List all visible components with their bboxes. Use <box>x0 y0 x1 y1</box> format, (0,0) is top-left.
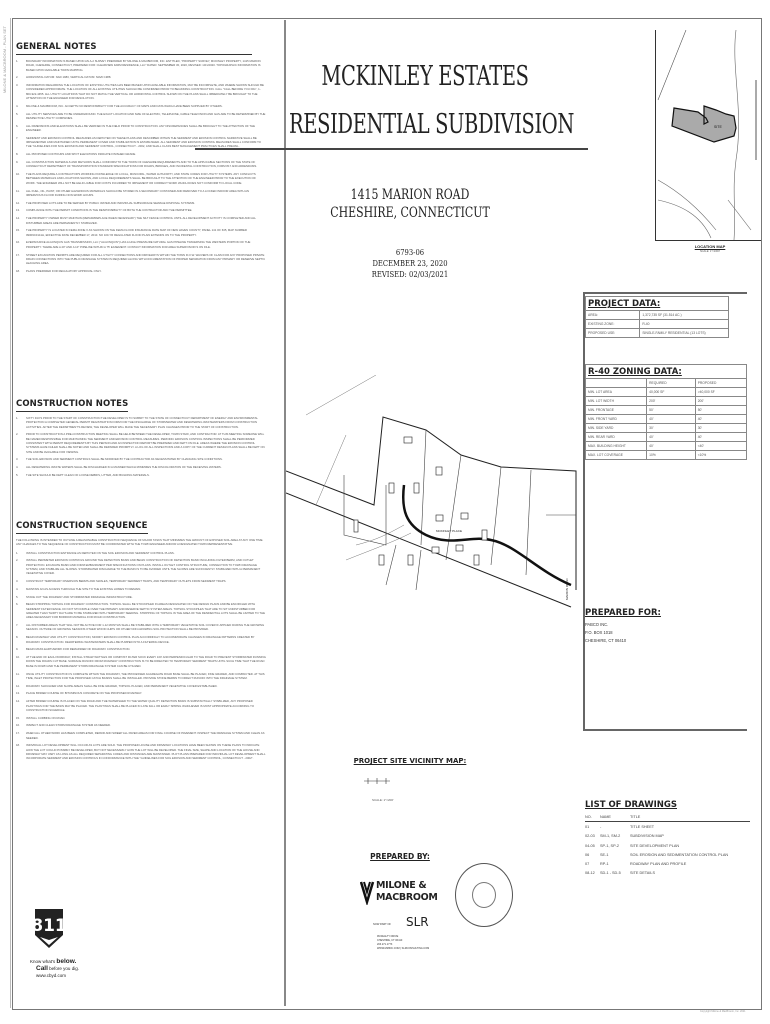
header-cell: REQUIRED <box>647 379 696 388</box>
note-number: 5. <box>16 472 19 477</box>
table-row <box>586 329 729 338</box>
note-item <box>16 655 266 668</box>
cell: SD-1 - SD-5 <box>600 871 621 876</box>
call-811-text <box>30 958 79 979</box>
copyright: Copyright Milone & MacBroom, Inc. 2021 <box>700 1010 746 1013</box>
milone-macbroom-logo-icon <box>360 880 375 905</box>
cell: 40' <box>647 433 696 442</box>
cell: MAX. LOT COVERAGE <box>586 451 647 460</box>
cell: MIN. LOT AREA <box>586 388 647 397</box>
firm-city: CHESHIRE, CT 06410 <box>377 939 403 942</box>
header-cell <box>586 379 647 388</box>
note-number: 16. <box>16 240 20 245</box>
note-number: 1. <box>16 59 19 63</box>
note-number: 9. <box>16 647 19 652</box>
note-text: INFORMATION REGARDING THE LOCATION OF EXISTING UTILITIES HAS BEEN BASED UPON AVAILABLE INFORMATION, MAY BE INCOMPLETE, AND WHERE SHOWN SHOULD BE CONSIDERED APPROXIMATE. THE LOCATION OF ALL EXISTING UTILITIES SHOULD BE CONFIRMED PRIOR TO BEGINNING CONSTRUCTION. CALL "CALL BEFORE YOU DIG", 1-800-922-4455. ALL UTILITY LOCATIONS THAT DO NOT MATCH THE VERTICAL OR HORIZONTAL CONTROL SHOWN ON THE PLANS SHALL IMMEDIATELY BE BROUGHT TO THE ATTENTION OF THE ENGINEER FOR RESOLUTION. <box>26 83 264 101</box>
prepared-for-heading: PREPARED FOR: <box>585 608 661 618</box>
cbyd-url: www.cbyd.com <box>36 973 67 978</box>
table-row <box>586 311 729 320</box>
note-item <box>16 416 266 429</box>
firm-phone: 203.271.1773 <box>377 943 393 946</box>
note-item <box>16 716 266 720</box>
cell: SM-1, SM-2 <box>600 834 621 839</box>
header-cell: PROPOSED <box>695 379 746 388</box>
note-number: 3. <box>16 457 19 462</box>
note-item <box>16 699 266 712</box>
note-text: SEDIMENT AND EROSION CONTROL MEASURES AS DEPICTED ON THESE PLANS AND DESCRIBED WITHIN THE SEDIMENT AND EROSION CONTROL NARRATIVE SHALL BE IMPLEMENTED AND MAINTAINED UNTIL PERMANENT COVER AND STABILIZATION IS ESTABLISHED. ALL SEDIMENT AND EROSION CONTROL MEASURES SHALL CONFORM TO THE "GUIDELINES FOR SOIL EROSION AND SEDIMENT CONTROL, CONNECTICUT - 2002, AND SHALL CLASS BEST MANAGEMENT PRACTICES SHALL PREVAIL. <box>26 135 261 149</box>
drawings-header-row <box>585 812 750 822</box>
note-text: THE PROPERTY OWNER MUST MAINTAIN (REPAIR/REPLACE WHEN NECESSARY) THE SILT FENCE CONTROL UNTIL ALL DEVELOPMENT ACTIVITY IS COMPLETED AND ALL DISTURBED AREAS ARE PERMANENTLY STABILIZED. <box>26 216 256 225</box>
note-text: BOUNDARY INFORMATION IS BASED UPON AN A-2 SURVEY PREPARED BY MILONE & MACBROOM, INC. ENTITLED, "PROPERTY SURVEY, MCKINLEY PROPERTY, 1415 MARION ROAD, CHESHIRE, CONNECTICUT, PREPARED FOR: CLEARVIEW FARM RESIDENCE, LLC" DATED: SEPTEMBER 30, 2020, REVISED: 10/1/2020. TOPOGRAPHIC INFORMATION IS BASED UPON AVAILABLE TOWN MAPPING. <box>26 59 261 72</box>
prepared-by-heading: PREPARED BY: <box>370 852 430 861</box>
cell: SINGLE-FAMILY RESIDENTIAL (13 LOTS) <box>640 329 729 338</box>
project-data-table <box>585 310 729 338</box>
note-number: 13. <box>16 691 20 696</box>
note-text: ALL UTILITY SERVICES ARE TO BE UNDERGROUND. THE EXACT LOCATION AND SIZE OF ELECTRIC, TELEPHONE, CABLE TELEVISION AND GAS ARE TO BE DETERMINED BY THE RESPECTIVE UTILITY COMPANIES. <box>26 111 266 120</box>
address-city: CHESHIRE, CONNECTICUT <box>330 205 490 221</box>
note-text: BEGIN MASS EARTHWORK FOR REMAINDER OF ROADWAY CONSTRUCTION. <box>26 647 131 652</box>
note-number: 13. <box>16 208 20 213</box>
note-text: AT THE END OF EACH WORKDAY, INSTALL STRAW WATTLES OR COMPOST FILTER SOCK EVERY 100' AND PERPENDICULAR TO THE ROAD TO PREVENT STORMWATER RUNNING DOWN THE ROADS CUT BASE. SURFACE RUNOFF FROM ROADWAY CONSTRUCTION IS TO BE DIRECTED TO TEMPORARY SEDIMENT TRAPS UNTIL SUCH TIME THAT THE ROAD BASE IS DOWN AND THE PERMANENT STORM DRAINAGE SYSTEM CAN BE UTILIZED. <box>26 655 266 668</box>
cell: RP-1 <box>600 862 609 867</box>
note-text: SIXTY DAYS PRIOR TO THE START OF CONSTRUCTION THE DEVELOPER IS TO SUBMIT TO THE STATE OF CONNECTICUT DEPARTMENT OF ENERGY AND ENVIRONMENTAL PROTECTION A COMPLETED GENERAL PERMIT REGISTRATION FORM FOR THE DISCHARGE OF STORMWATER AND DEWATERING WASTEWATERS FROM CONSTRUCTION ACTIVITIES. AFTER THE DEPARTMENT'S REVIEW, THE DEVELOPER WILL MAKE THE NECESSARY PLAN CHANGES PRIOR TO THE START OF CONSTRUCTION. <box>26 416 258 429</box>
note-number: 12. <box>16 683 20 688</box>
col-title: TITLE <box>630 814 641 819</box>
note-item <box>16 253 266 266</box>
note-number: 6. <box>16 123 19 128</box>
issue-date: DECEMBER 23, 2020 <box>372 259 448 268</box>
note-text: THE PROPOSED LOTS ARE TO BE SERVED BY PUBLIC WATER AND INDIVIDUAL SUBSURFACE SEWAGE DISPOSAL SYSTEMS. <box>26 200 196 205</box>
note-number: 15. <box>16 715 20 720</box>
note-number: 10. <box>16 172 20 177</box>
note-number: 2. <box>16 558 19 563</box>
prepared-for <box>585 608 735 646</box>
drawing-row <box>585 822 750 831</box>
table-row <box>586 415 747 424</box>
note-text: THE PROPERTY IS LOCATED IN FEMA ZONE X AS SHOWN ON THE FEMA FLOOD INSURANCE RATE MAP OF NEW HAVEN COUNTY, PANEL 141 OF 635, MAP NUMBER 09009C0141H, EFFECTIVE DATE DECEMBER 17, 2010. NO 100-YR REGULATED FLOOD PLAIN EXTENDS ON TO THE PROPERTY. <box>26 228 247 237</box>
note-text: ALL DISTURBED AREAS THAT WILL NOT BE ACTIVE FOR 1-12 MONTHS SHALL BE STABILIZED WITH A TEMPORARY VEGETATIVE SOIL COVER IF APPLIED DURING THE GROWING SEASON. OUTSIDE OF GROWING SEASONS OTHER WOOD CHIPS OR OTHER NON-GROWING SOIL PROTECTION SHALL BE PROVIDED. <box>26 623 265 632</box>
note-text: INSPECT AND CLEAN STORM DRAINAGE SYSTEM AS NEEDED. <box>26 723 111 728</box>
site-vicinity-plan <box>286 375 583 760</box>
note-number: 3. <box>16 83 19 88</box>
note-text: HORIZONTAL DATUM: NAD 1983, VERTICAL DATUM: NAVD 1988. <box>26 75 112 80</box>
construction-notes-heading: CONSTRUCTION NOTES <box>16 399 128 412</box>
note-text: MILONE & MACBROOM, INC. ACCEPTS NO RESPONSIBILITY FOR THE ACCURACY OF MAPS AND DATA WHICH HAVE BEEN SUPPLIED BY OTHERS. <box>26 103 223 108</box>
cell: 06 <box>585 852 590 857</box>
cell: MAX. BUILDING HEIGHT <box>586 442 647 451</box>
note-text: PLANS PREPARED FOR REGULATORY APPROVAL ONLY. <box>26 268 102 273</box>
cell: 40' <box>695 433 746 442</box>
project-address <box>316 186 503 222</box>
note-number: 4. <box>16 465 19 470</box>
note-number: 4. <box>16 103 19 108</box>
note-item <box>16 457 266 461</box>
note-text: STREET EXCAVATION PERMITS ARE REQUIRED FOR ALL UTILITY CONNECTIONS AND DRIVEWAYS WITHIN THE TOWN R.O.W. WAIVERS OF CLAIM FOR ANY PROPOSED PRIVATE DRAIN CONNECTIONS INTO THE PUBLIC DRAINAGE SYSTEM IS REQUIRED ALONG WITH DOCUMENTATION OF PROPER SEPARATION FROM ANY PRIMARY OR RESERVE SEPTIC LEACHING AREA. <box>26 252 266 266</box>
note-text: INSTALL CURBING ON ROAD. <box>26 715 66 720</box>
note-item <box>16 743 266 760</box>
note-text: PLACE BINDER COURSE OF BITUMINOUS CONCRETE ON THE PROPOSED ROADWAY. <box>26 691 142 696</box>
table-row <box>586 424 747 433</box>
project-title-line2: RESIDENTIAL SUBDIVISION <box>289 109 575 140</box>
cell: 50' <box>695 406 746 415</box>
note-number: 3. <box>16 579 19 584</box>
table-row <box>586 406 747 415</box>
note-item <box>16 623 266 632</box>
note-number: 5. <box>16 111 19 116</box>
note-item <box>16 228 266 237</box>
note-item <box>16 473 266 477</box>
note-item <box>16 635 266 644</box>
note-item <box>16 124 266 133</box>
zoning-data-table <box>585 378 747 460</box>
table-row <box>586 397 747 406</box>
note-item <box>16 269 266 273</box>
revised-date: REVISED: 02/03/2021 <box>371 270 449 279</box>
note-text: ALL FUEL, OIL, PAINT, OR OTHER HAZARDOUS MATERIALS SHOULD BE STORED IN A SECONDARY CONTAINER AND REMOVED TO A LOCKED INDOOR AREA WITH AN IMPERVIOUS FLOOR DURING NON-WORK HOURS. <box>26 188 249 197</box>
cell: 50' <box>647 406 696 415</box>
note-number: 11. <box>16 671 20 676</box>
note-item <box>16 551 266 555</box>
note-text: ROADWAY SHOULDER AND SLOPE AREAS SHALL BE FINE GRADED, TOPSOIL PLACED, AND PERMANENT VEGETATIVE COVER ESTABLISHED. <box>26 683 218 688</box>
note-item <box>16 112 266 121</box>
firm-street: 99 REALTY DRIVE <box>377 935 399 938</box>
note-item <box>16 602 266 619</box>
location-map-label: LOCATION MAP <box>694 244 726 249</box>
vicinity-scale: SCALE: 1"=200' <box>372 798 394 802</box>
table-row <box>586 451 747 460</box>
below: below. <box>56 958 77 965</box>
firm-name-line1: MILONE & <box>376 880 427 891</box>
firm-web: WWW.MMINC.COM | SLRCONSULTING.COM <box>377 947 430 950</box>
before-you-dig: before you dig. <box>47 966 79 971</box>
note-item <box>16 160 266 169</box>
note-number: 4. <box>16 586 19 591</box>
cell: 40' <box>647 442 696 451</box>
construction-notes <box>16 393 266 481</box>
cell: <10% <box>695 451 746 460</box>
note-item <box>16 691 266 695</box>
client-po-box: P.O. BOX 1018 <box>585 631 613 636</box>
note-text: INSTALL CONSTRUCTION ENTRANCE AS DEPICTED ON THE SOIL EROSION AND SEDIMENT CONTROL PLANS. <box>26 550 175 555</box>
note-item <box>16 208 266 212</box>
cell: R-40 <box>640 320 729 329</box>
table-row <box>586 388 747 397</box>
title-rule <box>195 148 588 150</box>
note-number: 1. <box>16 416 19 420</box>
cell: 40' <box>695 415 746 424</box>
cell: SITE DEVELOPMENT PLAN <box>630 843 680 848</box>
note-text: MAINTAIN AN AS ACCESS THROUGH THE SITE TO THE EXISTING HOMES TO REMAIN. <box>26 586 142 591</box>
cell: 10% <box>647 451 696 460</box>
drawing-row <box>585 832 750 841</box>
note-number: 7. <box>16 623 19 628</box>
cell: SUBDIVISION MAP <box>630 834 664 839</box>
cell: SITE DETAILS <box>630 871 656 876</box>
note-text: COMPLIANCE WITH THE PERMIT CONDITIONS IS THE RESPONSIBILITY OF BOTH THE CONTRACTOR AND THE PERMITTEE. <box>26 208 193 213</box>
cell: 07 <box>585 862 590 867</box>
construction-sequence-list <box>16 551 266 761</box>
project-data-heading: PROJECT DATA: <box>588 299 661 309</box>
note-number: 2. <box>16 75 19 80</box>
note-number: 2. <box>16 432 19 437</box>
note-item <box>16 152 266 156</box>
cell: MIN. SIDE YARD <box>586 424 647 433</box>
note-item <box>16 672 266 681</box>
zoning-data-heading: R-40 ZONING DATA: <box>588 367 682 377</box>
general-notes-list <box>16 59 266 273</box>
cell: ROADWAY PLAN AND PROFILE <box>630 862 687 867</box>
note-text: BEGIN ROADWAY AND UTILITY CONSTRUCTION, MODIFY EROSION CONTROL PLAN ACCORDINGLY TO ACCOMMODATE CHANGES IN DRAINAGE PATTERNS CREATED BY ROADWAY CONSTRUCTION. DEWATERING WASTEWATERS SHALL BE PUMPED INTO A FILTERING DEVICE. <box>26 635 255 644</box>
cell: 1,372,735 SF (31.514 AC.) <box>640 311 729 320</box>
note-number: 8. <box>16 635 19 640</box>
note-number: 12. <box>16 200 20 205</box>
firm-address <box>377 935 429 951</box>
cell: 30' <box>647 424 696 433</box>
job-info <box>342 247 478 280</box>
call-811-logo-icon <box>31 907 67 950</box>
note-number: 1. <box>16 550 19 555</box>
cell: MIN. FRONTAGE <box>586 406 647 415</box>
construction-notes-list <box>16 416 266 477</box>
note-number: 9. <box>16 160 19 165</box>
binder-strip <box>0 18 11 1008</box>
cell: EXISTING ZONE: <box>586 320 640 329</box>
cell: PROPOSED USE: <box>586 329 640 338</box>
cell: - <box>600 824 602 829</box>
cell: 40,000 SF <box>647 388 696 397</box>
note-number: 15. <box>16 228 20 233</box>
note-text: ALL DEWATERING WASTE WATERS SHALL BE DISCHARGED IN A MANNER WHICH MINIMIZES THE DISCOLORATION OF THE RECEIVING WATERS. <box>26 465 222 470</box>
note-text: ALL PROPOSED CONTOURS AND SPOT ELEVATIONS INDICATE FINISHED GRADE. <box>26 152 136 157</box>
note-item <box>16 136 266 149</box>
note-text: ALL CONSTRUCTION MATERIALS AND METHODS SHALL CONFORM TO THE TOWN OF CHESHIRE REQUIREMENTS AND TO THE APPLICABLE SECTIONS OF THE STATE OF CONNECTICUT DEPARTMENT OF TRANSPORTATION STANDARD SPECIFICATIONS FOR ROADS, BRIDGES, AND INCIDENTAL CONSTRUCTION, FORM 817 AND ADDENDUMS. <box>26 160 258 169</box>
slr-logo: SLR <box>406 915 429 929</box>
note-text: THE PLANS REQUIRE A CONTRACTOR'S WORKING KNOWLEDGE OF LOCAL, MUNICIPAL, WATER AUTHORITY, AND STATE CODES FOR UTILITY SYSTEMS. ANY CONFLICTS BETWEEN MATERIALS AND LOCATIONS SHOWN, AND LOCAL REQUIREMENTS SHALL BE BROUGHT TO THE ATTENTION OF THE ENGINEER PRIOR TO THE EXECUTION OF WORK. THE ENGINEER WILL NOT BE HELD LIABLE FOR COSTS INCURRED TO IMPLEMENT OR CORRECT WORK WHICH DOES NOT CONFORM TO LOCAL CODE. <box>26 172 257 185</box>
drawing-row <box>585 850 750 859</box>
cell: MIN. LOT WIDTH <box>586 397 647 406</box>
note-item <box>16 104 266 108</box>
construction-sequence-intro: THE FOLLOWING IS INTENDED TO OUTLINE A REASONABLE CONSTRUCTION SEQUENCE OF MAJOR TASKS THAT MINIMIZES THE AMOUNT OF EXPOSED SOIL AREA AT ANY ONE TIME. ANY CHANGES TO THE SEQUENCE OF CONSTRUCTION MUST BE COORDINATED WITH THE TOWN ENGINEER AND/OR A DESIGNATED TOWN REPRESENTATIVE. <box>16 538 264 547</box>
note-item <box>16 465 266 469</box>
note-item <box>16 59 266 72</box>
note-item <box>16 216 266 225</box>
engineer-seal-icon <box>455 863 513 927</box>
construction-sequence <box>16 515 266 764</box>
cell: TITLE SHEET <box>630 824 655 829</box>
list-of-drawings <box>585 800 750 878</box>
drawing-row <box>585 869 750 878</box>
north-arrow-icon <box>360 775 400 810</box>
plan-frame <box>583 292 747 731</box>
note-item <box>16 558 266 575</box>
note-item <box>16 432 266 453</box>
note-number: 18. <box>16 743 20 748</box>
note-text: ALL DIMENSIONS AND ELEVATIONS SHALL BE VERIFIED IN THE FIELD PRIOR TO CONSTRUCTION. ANY DISCREPANCIES SHALL BE BROUGHT TO THE ATTENTION OF THE ENGINEER. <box>26 123 256 133</box>
note-number: 16. <box>16 723 20 728</box>
note-item <box>16 240 266 249</box>
cell: AREA: <box>586 311 640 320</box>
note-number: 17. <box>16 252 20 257</box>
cell: 200' <box>695 397 746 406</box>
note-item <box>16 595 266 599</box>
note-number: 14. <box>16 216 20 221</box>
note-text: WHEN ALL OTHER WORK HAS BEEN COMPLETED, REPAIR AND SWEEP ALL PAVED AREAS FOR FINAL COURSE OF PAVEMENT. INSPECT THE DRAINAGE SYSTEM AND CLEAN AS NEEDED. <box>26 731 265 740</box>
site-label: SITE <box>714 125 722 129</box>
firm-name <box>376 880 438 904</box>
cell: >40,000 SF <box>695 388 746 397</box>
note-text: THE SOIL EROSION AND SEDIMENT CONTROLS SHALL BE MODIFIED BY THE CONTRACTOR AS NECESSITATED BY CHANGING SITE CONDITIONS. <box>26 457 223 462</box>
note-number: 11. <box>16 188 20 193</box>
cell: MIN. FRONT YARD <box>586 415 647 424</box>
table-row <box>586 442 747 451</box>
note-item <box>16 684 266 688</box>
cell: 40' <box>647 415 696 424</box>
job-number: 6793-06 <box>395 248 425 257</box>
note-text: CONSTRUCT TEMPORARY DIVERSION BERMS AND SWALES, TEMPORARY SEDIMENT TRAPS, AND TEMPORARY OUTLETS FROM SEDIMENT TRAPS. <box>26 579 227 584</box>
firm-name-line2: MACBROOM <box>376 892 438 903</box>
note-item <box>16 587 266 591</box>
cell: 200' <box>647 397 696 406</box>
note-text: INSTALL PERIMETER EROSION CONTROLS AROUND THE DETENTION BASIN AND BEGIN CONSTRUCTION OF DETENTION BASIN INCLUDING FILTER BERM, AND OUTLET PROTECTION. EXCAVATE BASIN AND FORM EMBANKMENT PER SPECIFICATIONS ON PLANS. INSTALL OUTLET CONTROL STRUCTURE, CONNECTION TO TOWN DRAINAGE SYSTEM, AND STABILIZE ALL SLOPES. STORMWATER DISCHARGE TO THE BASIN IS TO BE AVOIDED UNTIL THE SLOPES ARE SUFFICIENTLY STABILIZED WITH A PERMANENT VEGETATIVE COVER. <box>26 558 261 576</box>
note-item <box>16 647 266 651</box>
address-street: 1415 MARION ROAD <box>350 187 470 203</box>
drawing-row <box>585 841 750 850</box>
now-part-of: NOW PART OF <box>373 923 392 926</box>
cell: SP-1, SP-2 <box>600 843 619 848</box>
know-whats: Know what's <box>30 959 57 964</box>
table-row <box>586 320 729 329</box>
note-number: 10. <box>16 655 20 660</box>
note-item <box>16 579 266 583</box>
drawing-row <box>585 859 750 868</box>
marion-road-label: MARION ROAD <box>565 578 569 600</box>
general-notes <box>16 36 266 277</box>
note-item <box>16 75 266 79</box>
note-item <box>16 723 266 727</box>
client-city: CHESHIRE, CT 06410 <box>585 639 627 644</box>
note-number: 8. <box>16 152 19 157</box>
note-text: EVERSOURCE ALGONQUIN GAS TRANSMISSION, LLC ("ALGONQUIN") HAS A HIGH PRESSURE NATURAL GAS PIPELINE TRAVERSING THE WESTERN PORTION OF THE PROPERTY. THERE ARE A 20" AND A 10" PIPELINE WITHIN A 75' EASEMENT. CONTACT INFORMATION FOR AREA SUPERVISOR IS ON FILE. <box>26 240 251 249</box>
note-text: ONCE UTILITY CONSTRUCTION IS COMPLETE WITHIN THE ROADWAY, THE PROCESSED AGGREGATE ROAD BASE SHALL BE PLACED, FINE GRADED, AND COMPACTED. AT THIS TIME, INLET PROTECTION FOR THE PROPOSED CATCH BASINS SHALL BE INSTALLED. PROVIDE STONE BERMS TO DIRECT RUNOFF INTO THE DRAINAGE SYSTEM. <box>26 671 265 680</box>
note-item <box>16 201 266 205</box>
col-no: NO. <box>585 814 592 819</box>
note-number: 6. <box>16 602 19 607</box>
cell: MIN. REAR YARD <box>586 433 647 442</box>
table-header-row <box>586 379 747 388</box>
note-number: 5. <box>16 594 19 599</box>
binder-strip-text: MILONE & MACBROOM - PLAN SET <box>2 26 7 94</box>
cell: SOIL EROSION AND SEDIMENTATION CONTROL PLAN <box>630 852 729 857</box>
project-title-line1: MCKINLEY ESTATES <box>321 61 529 92</box>
cell: <40' <box>695 442 746 451</box>
construction-sequence-heading: CONSTRUCTION SEQUENCE <box>16 521 148 534</box>
zoning-data <box>585 364 747 460</box>
call: Call <box>36 965 48 972</box>
cell: 30' <box>695 424 746 433</box>
note-text: THE SITE SHOULD BE KEPT CLEAN OF LOOSE DEBRIS, LITTER, AND BUILDING MATERIALS. <box>26 472 150 477</box>
cell: 08-12 <box>585 871 595 876</box>
note-item <box>16 731 266 740</box>
location-map-scale: SCALE: 1"=1000' <box>699 250 721 253</box>
note-item <box>16 189 266 198</box>
cell: 01 <box>585 824 590 829</box>
note-number: 14. <box>16 699 20 704</box>
svg-text:811: 811 <box>31 916 67 936</box>
note-text: STAKE OUT THE ROADWAY AND STORMWATER DRAINAGE INFRASTRUCTURE. <box>26 594 133 599</box>
note-number: 7. <box>16 135 19 140</box>
note-number: 18. <box>16 268 20 273</box>
location-map <box>655 30 761 241</box>
note-number: 17. <box>16 731 20 736</box>
vicinity-map-label: PROJECT SITE VICINITY MAP: <box>353 757 467 765</box>
note-text: PRIOR TO CONSTRUCTION A PRE-CONSTRUCTION MEETING SHALL BE HELD BETWEEN THE DEVELOPER, TOWN STAFF, AND CONTRACTOR. AT THIS MEETING SOMEONE WILL BE NAMED RESPONSIBLE FOR MAINTAINING THE SEDIMENT AND EROSION CONTROL MEASURES. PERIODIC EROSION CONTROL INSPECTIONS SHALL BE PERFORMED CONSISTENT WITH PERMIT REQUIREMENTS BY THIS PERSON AND AN INSPECTION REPORT BE PREPARED AND KEPT ON FILE. AREAS WHERE THE EROSION CONTROL SYSTEMS HAVE FAILED SHALL BE NOTED AND SHALL BE REPAIRED PROMPTLY. A LOG OF ALL INSPECTIONS AND A COPY OF THE CURRENT DESIGN PLANS SHALL BE KEPT ON SITE AND BE AVAILABLE FOR VIEWING. <box>26 432 265 454</box>
cell: SE-1 <box>600 852 609 857</box>
list-of-drawings-heading: LIST OF DRAWINGS <box>585 800 677 810</box>
note-text: BEGIN STRIPPING TOPSOIL FOR ROADWAY CONSTRUCTION. TOPSOIL SHALL BE STOCKPILED IN AREAS DESIGNATED ON THE DESIGN PLANS AND BE ENCIRCLED WITH SEDIMENT FILTER FENCE. DO NOT STOCKPILE OVER THE PRIMARY AND RESERVE SEPTIC SYSTEM AREAS. TOPSOIL STOCKPILES THAT ARE TO SIT UNDISTURBED FOR GREATER THAN THIRTY DAYS ARE TO BE STABILIZED WITH TEMPORARY SEEDING. STRIPPING OF TOPSOIL IN THE AREA OF THE RESIDENTIAL LOTS SHALL BE LIMITED TO THE AREA NECESSARY FOR BORROW MATERIAL FOR ROAD CONSTRUCTION. <box>26 602 265 620</box>
project-data <box>585 296 729 338</box>
note-text: AFTER BINDER COURSE IS PLACED ON THE ROAD AND THE WATERSHED TO THE WATER QUALITY DETENTION BASIN IS SUBSTANTIALLY STABILIZED, ANY PROPOSED PLANTINGS FOR THE BASIN MAY BE PLACED. THE PLANTINGS SHALL BE PLACED IN LATE FALL OR EARLY SPRING WHICHEVER IS MOST APPROPRIATE ACCORDING TO CONSTRUCTION SCHEDULE. <box>26 699 255 712</box>
client-name: PABCO INC. <box>585 623 609 628</box>
note-text: INDIVIDUAL LOT DEVELOPMENT WILL OCCUR AS LOTS ARE SOLD. THE PROPOSED HOUSE AND DRIVEWAY LOCATIONS HAVE BEEN SHOWN ON THESE PLANS TO INDICATE HOW THE LOT COULD POSSIBLY BE DEVELOPED, BUT NOT NECESSARILY HOW THE LOT WILL BE DEVELOPED. THE FINAL SIZE, SHAPE AND LOCATION OF THE HOUSE AND DRIVEWAY MAY VARY AS LONG AS ALL REQUIRED SEPARATING CODES AND DISTANCES ARE MAINTAINED. PLOT PLANS PREPARED FOR INDIVIDUAL LOT DEVELOPMENT SHALL INCORPORATE SEDIMENT AND EROSION CONTROLS IN CONFORMANCE WITH THE "GUIDELINES FOR SOIL EROSION AND SEDIMENT CONTROL, CONNECTICUT - 2002". <box>26 743 266 761</box>
table-row <box>586 433 747 442</box>
col-name: NAME <box>600 814 611 819</box>
cell: 04-05 <box>585 843 595 848</box>
note-item <box>16 83 266 100</box>
general-notes-heading: GENERAL NOTES <box>16 42 252 55</box>
cell: 02-03 <box>585 834 595 839</box>
mckinley-place-label: MCKINLEY PLACE <box>436 529 462 533</box>
note-item <box>16 172 266 185</box>
